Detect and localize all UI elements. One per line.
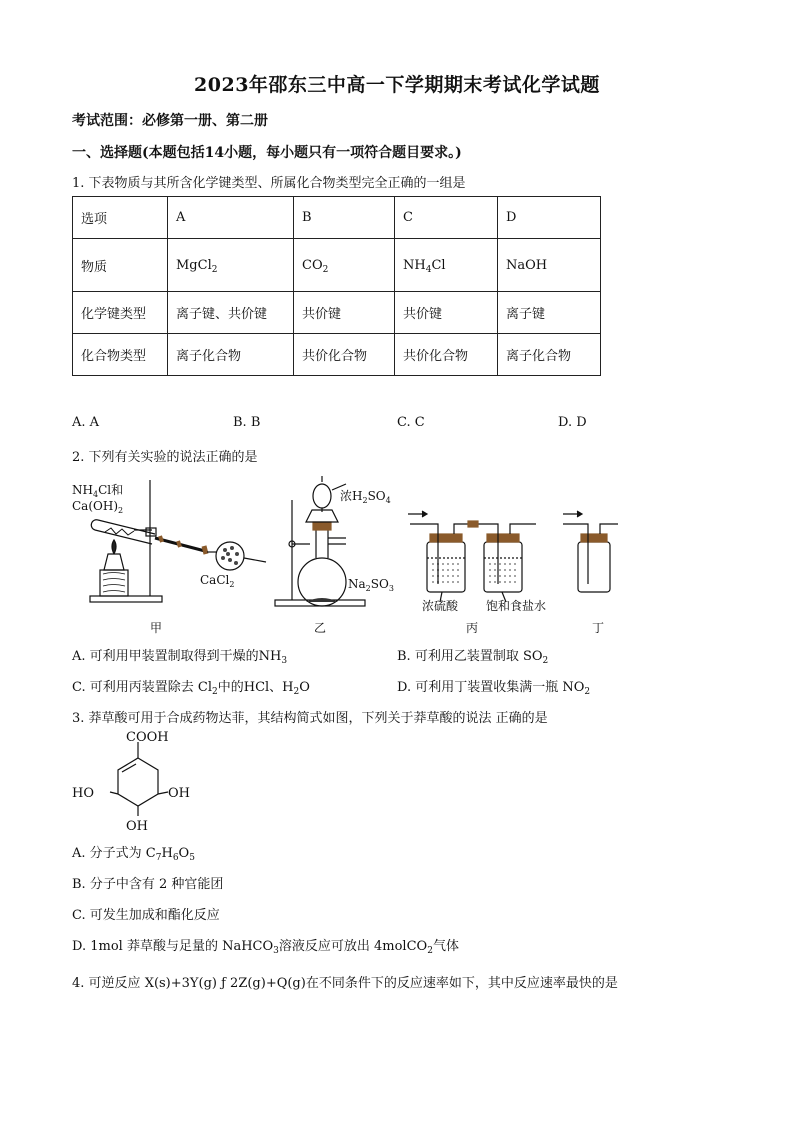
question-4-stem: 4. 可逆反应 X(s)+3Y(g) ƒ 2Z(g)+Q(g)在不同条件下的反应速率如下，其中反应速率最快的是	[72, 976, 618, 991]
section-heading: 一、选择题(本题包括14小题，每小题只有一项符合题目要求。)	[72, 145, 462, 161]
reaction-equation: X(s)+3Y(g) ƒ 2Z(g)+Q(g)	[144, 976, 306, 991]
table-cell: MgCl$_2$	[168, 239, 294, 292]
jia-base	[90, 596, 162, 602]
jia-drying-tube	[207, 542, 266, 570]
table-cell: 离子键、共价键	[168, 292, 294, 334]
q1-option-c[interactable]: C. C	[397, 415, 425, 430]
shikimic-acid-structure	[70, 728, 210, 836]
table-cell: C	[395, 197, 498, 239]
table-row	[73, 292, 601, 334]
q2-option-c[interactable]: C. 可利用丙装置除去 $Cl_2$中的HCl、$H_2O$	[72, 680, 310, 697]
yi-acid-label: 浓$H_2SO_4$	[340, 489, 391, 505]
table-cell: 共价化合物	[294, 334, 395, 376]
table-cell: D	[498, 197, 601, 239]
ding-apparatus	[563, 524, 618, 592]
q1-option-b[interactable]: B. B	[233, 415, 261, 430]
bing-left-label: 浓硫酸	[422, 599, 459, 613]
question-1-stem: 1. 下表物质与其所含化学键类型、所属化合物类型完全正确的一组是	[72, 176, 466, 191]
table-cell: 化学键类型	[73, 292, 168, 334]
caption-yi: 乙	[314, 621, 327, 635]
table-cell: 离子化合物	[168, 334, 294, 376]
caption-jia: 甲	[150, 621, 163, 635]
question-2-stem: 2. 下列有关实验的说法正确的是	[72, 450, 258, 465]
q3-option-c[interactable]: C. 可发生加成和酯化反应	[72, 908, 220, 923]
table-row	[73, 239, 601, 292]
table-cell: 离子化合物	[498, 334, 601, 376]
q1-option-d[interactable]: D. D	[558, 415, 587, 430]
table-cell: 共价键	[294, 292, 395, 334]
bing-right-label: 饱和食盐水	[486, 599, 547, 613]
jia-alcohol-lamp	[104, 554, 124, 570]
caption-ding: 丁	[592, 621, 605, 635]
table-cell: B	[294, 197, 395, 239]
caption-bing: 丙	[466, 621, 479, 635]
apparatus-figure	[70, 472, 630, 637]
table-cell: $NH_4Cl$	[395, 239, 498, 292]
q3-option-b[interactable]: B. 分子中含有 2 种官能团	[72, 877, 224, 892]
jia-reagent-label: $NH_4Cl$和	[72, 483, 124, 499]
oh-bottom-label: OH	[126, 819, 148, 834]
q1-option-a[interactable]: A. A	[72, 415, 100, 430]
table-cell: 共价化合物	[395, 334, 498, 376]
question-1-table	[72, 196, 601, 376]
jia-reagent-label-2: $Ca(OH)_2$	[72, 499, 124, 515]
q2-option-a[interactable]: A. 可利用甲装置制取得到干燥的$NH_3$	[72, 649, 288, 666]
bing-apparatus	[410, 521, 536, 602]
table-cell: $CO_2$	[294, 239, 395, 292]
table-row	[73, 197, 601, 239]
ring	[118, 758, 158, 806]
oh-right-label: OH	[168, 786, 190, 801]
table-cell: 化合物类型	[73, 334, 168, 376]
table-cell: 选项	[73, 197, 168, 239]
jia-drying-label: CaCl$_2$	[200, 573, 235, 589]
table-cell: NaOH	[498, 239, 601, 292]
table-row	[73, 334, 601, 376]
table-cell: 物质	[73, 239, 168, 292]
q3-option-a[interactable]: A. 分子式为 $C_7H_6O_5$	[72, 846, 195, 863]
cooh-label: COOH	[126, 730, 169, 745]
yi-solid-label: $Na_2SO_3$	[348, 577, 394, 593]
ho-left-label: HO	[72, 786, 94, 801]
q3-option-d[interactable]: D. 1mol 莽草酸与足量的 NaHCO$_3$溶液反应可放出 4molCO$_2$气体	[72, 939, 459, 956]
table-cell: 共价键	[395, 292, 498, 334]
exam-scope: 考试范围：必修第一册、第二册	[72, 113, 268, 129]
q2-option-b[interactable]: B. 可利用乙装置制取 $SO_2$	[397, 649, 549, 666]
page-title: 2023年邵东三中高一下学期期末考试化学试题	[194, 74, 600, 96]
question-3-stem: 3. 莽草酸可用于合成药物达菲，其结构简式如图，下列关于莽草酸的说法 正确的是	[72, 711, 548, 726]
table-cell: A	[168, 197, 294, 239]
table-cell: 离子键	[498, 292, 601, 334]
q2-option-d[interactable]: D. 可利用丁装置收集满一瓶 $NO_2$	[397, 680, 591, 697]
